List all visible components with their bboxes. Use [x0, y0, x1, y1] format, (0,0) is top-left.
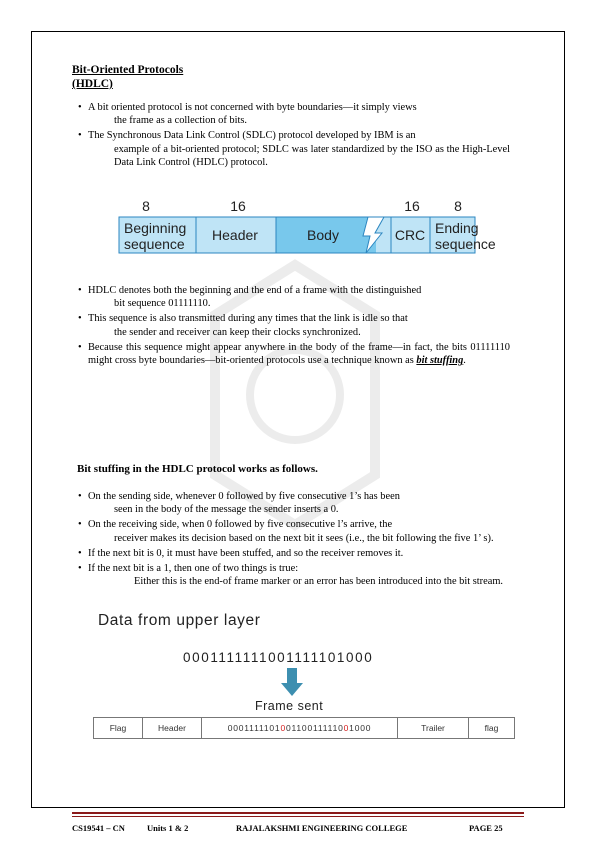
list-item: • This sequence is also transmitted during any times that the link is idle so that the sender and receiver can keep their clocks synchronized. [78, 312, 510, 338]
size-header: 16 [230, 198, 246, 214]
field-ending-line1: Ending [435, 220, 479, 236]
field-beginning-line2: sequence [124, 236, 185, 252]
section-subtitle: (HDLC) [72, 78, 113, 90]
list-item: • On the sending side, whenever 0 followed by five consecutive 1’s has been seen in the body of the message the sender inserts a 0. [78, 490, 510, 516]
trailer-cell: Trailer [398, 718, 469, 739]
data-cell: 000111110100110011111001000 [202, 718, 398, 739]
size-crc: 16 [404, 198, 420, 214]
section-title: Bit-Oriented Protocols [72, 64, 184, 76]
stuffing-bullet-list [78, 490, 510, 590]
footer-rule-thin [72, 816, 524, 817]
down-arrow-icon [281, 668, 303, 696]
frame-sent-table [93, 717, 515, 739]
list-item: • A bit oriented protocol is not concerned with byte boundaries—it simply views the frame as a collection of bits. [78, 101, 510, 127]
frame-sent-label: Frame sent [255, 699, 324, 713]
hdlc-frame-diagram [118, 196, 496, 254]
bit-stuffing-term: bit stuffing [416, 355, 464, 367]
field-crc: CRC [394, 227, 426, 243]
list-item: • If the next bit is a 1, then one of two things is true: Either this is the end-of frame marker or an error has been introduced into the bit stream. [78, 562, 510, 588]
list-item: • If the next bit is 0, it must have been stuffed, and so the receiver removes it. [78, 547, 510, 560]
header-cell: Header [143, 718, 202, 739]
field-beginning-line1: Beginning [124, 220, 187, 236]
footer-college: RAJALAKSHMI ENGINEERING COLLEGE [236, 823, 408, 833]
list-item: • HDLC denotes both the beginning and the end of a frame with the distinguished bit sequence 01111110. [78, 284, 510, 310]
stuffed-bit: 0 [343, 723, 350, 733]
upper-layer-bits: 0001111111001111101000 [183, 650, 374, 665]
field-body: Body [307, 227, 339, 243]
stuffed-bit: 0 [280, 723, 286, 733]
footer-course: CS19541 – CN [72, 823, 125, 833]
figure-title: Data from upper layer [98, 612, 261, 629]
list-item: • On the receiving side, when 0 followed by five consecutive l’s arrive, the receiver makes its decision based on the next bit it sees (i.e., the bit following the five 1’ s). [78, 518, 510, 544]
list-item: • The Synchronous Data Link Control (SDLC) protocol developed by IBM is an example of a bit-oriented protocol; SDLC was later standardized by the ISO as the High-Level Data Link Control (HDLC) protocol. [78, 129, 510, 169]
footer-rule [72, 812, 524, 814]
hdlc-bullet-list [78, 284, 510, 369]
list-item: • Because this sequence might appear anywhere in the body of the frame—in fact, the bits 01111110 might cross byte boundaries—bit-oriented protocols use a technique known as bit stuffing. [78, 341, 510, 367]
footer-units: Units 1 & 2 [147, 823, 189, 833]
footer-page-number: PAGE 25 [469, 823, 503, 833]
intro-bullet-list [78, 101, 510, 171]
flag-cell: Flag [94, 718, 143, 739]
flag-end-cell: flag [469, 718, 515, 739]
field-header: Header [212, 227, 258, 243]
size-beginning: 8 [142, 198, 150, 214]
size-ending: 8 [454, 198, 462, 214]
bit-stuffing-heading: Bit stuffing in the HDLC protocol works as follows. [77, 463, 318, 475]
field-ending-line2: sequence [435, 236, 496, 252]
